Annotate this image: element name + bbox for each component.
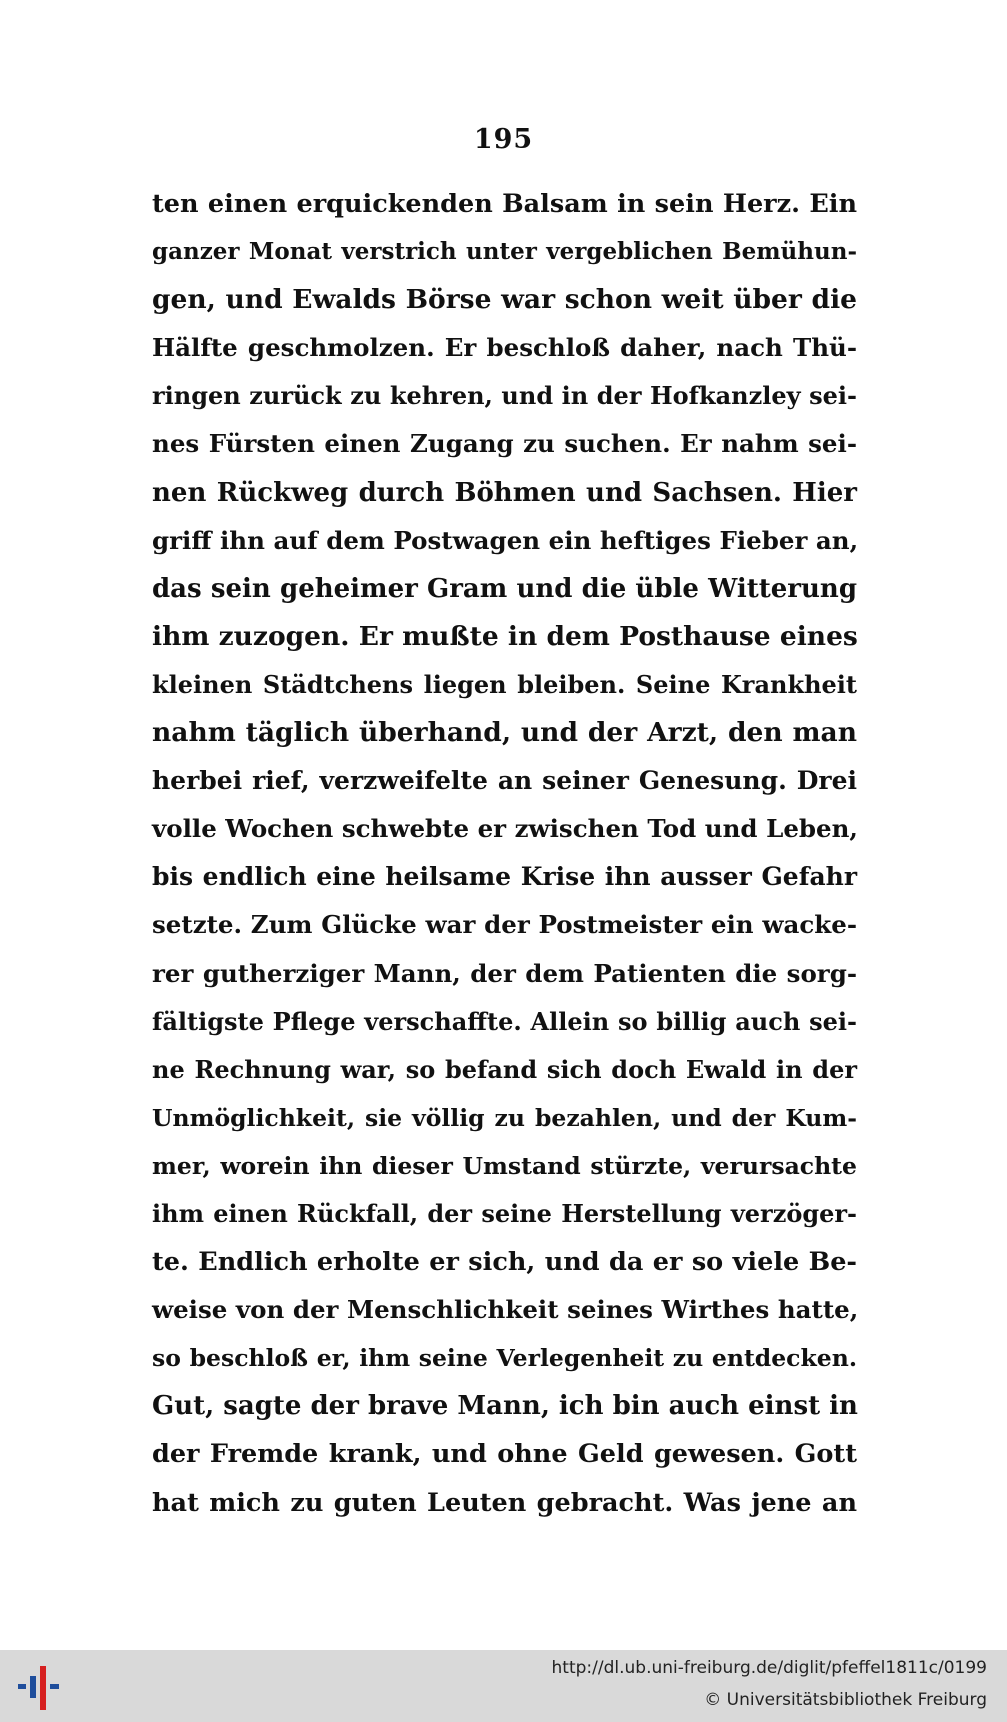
text-line: herbei rief, verzweifelte an seiner Genesung. Drei — [152, 766, 857, 796]
text-line: Hälfte geschmolzen. Er beschloß daher, nach Thü- — [152, 333, 857, 363]
source-url-link[interactable]: http://dl.ub.uni-freiburg.de/diglit/pfeffel1811c/0199 — [551, 1658, 987, 1678]
text-line: weise von der Menschlichkeit seines Wirthes hatte, — [152, 1295, 859, 1325]
text-line: der Fremde krank, und ohne Geld gewesen. Gott — [152, 1439, 857, 1470]
text-line: kleinen Städtchens liegen bleiben. Seine Krankheit — [152, 669, 857, 699]
text-line: nahm täglich überhand, und der Arzt, den man — [152, 717, 857, 749]
text-line: ringen zurück zu kehren, und in der Hofkanzley sei- — [152, 381, 857, 411]
text-line: ihm einen Rückfall, der seine Herstellung verzöger- — [152, 1198, 857, 1228]
text-line: bis endlich eine heilsame Krise ihn ausser Gefahr — [152, 862, 857, 892]
ub-freiburg-logo-icon[interactable] — [14, 1662, 64, 1712]
text-block — [152, 180, 857, 1527]
text-line: gen, und Ewalds Börse war schon weit über die — [152, 284, 857, 316]
text-line: setzte. Zum Glücke war der Postmeister ein wacke- — [152, 910, 857, 940]
text-line: ten einen erquickenden Balsam in sein Herz. Ein — [152, 189, 857, 219]
text-line: nen Rückweg durch Böhmen und Sachsen. Hier — [152, 477, 857, 508]
page-number: 195 — [473, 124, 534, 155]
copyright-text: © Universitätsbibliothek Freiburg — [704, 1690, 987, 1710]
text-line: fältigste Pflege verschaffte. Allein so billig auch sei- — [152, 1006, 857, 1036]
text-line: so beschloß er, ihm seine Verlegenheit zu entdecken. — [152, 1344, 857, 1373]
text-line: ihm zuzogen. Er mußte in dem Posthause eines — [152, 620, 858, 652]
text-line: hat mich zu guten Leuten gebracht. Was jene an — [152, 1487, 857, 1518]
text-line: ne Rechnung war, so befand sich doch Ewald in der — [152, 1054, 857, 1084]
text-line: rer gutherziger Mann, der dem Patienten die sorg- — [152, 958, 857, 988]
text-line: mer, worein ihn dieser Umstand stürzte, verursachte — [152, 1151, 857, 1180]
text-line: Gut, sagte der brave Mann, ich bin auch einst in — [152, 1391, 858, 1422]
footer-bar — [0, 1650, 1007, 1722]
text-line: griff ihn auf dem Postwagen ein heftiges Fieber an, — [152, 525, 859, 555]
text-line: ganzer Monat verstrich unter vergeblichen Bemühun- — [152, 238, 857, 266]
text-line: volle Wochen schwebte er zwischen Tod und Leben, — [152, 814, 858, 844]
text-line: nes Fürsten einen Zugang zu suchen. Er nahm sei- — [152, 429, 857, 459]
text-line: te. Endlich erholte er sich, und da er so viele Be- — [152, 1247, 857, 1278]
text-line: das sein geheimer Gram und die üble Witterung — [152, 573, 857, 604]
text-line: Unmöglichkeit, sie völlig zu bezahlen, und der Kum- — [152, 1103, 857, 1132]
